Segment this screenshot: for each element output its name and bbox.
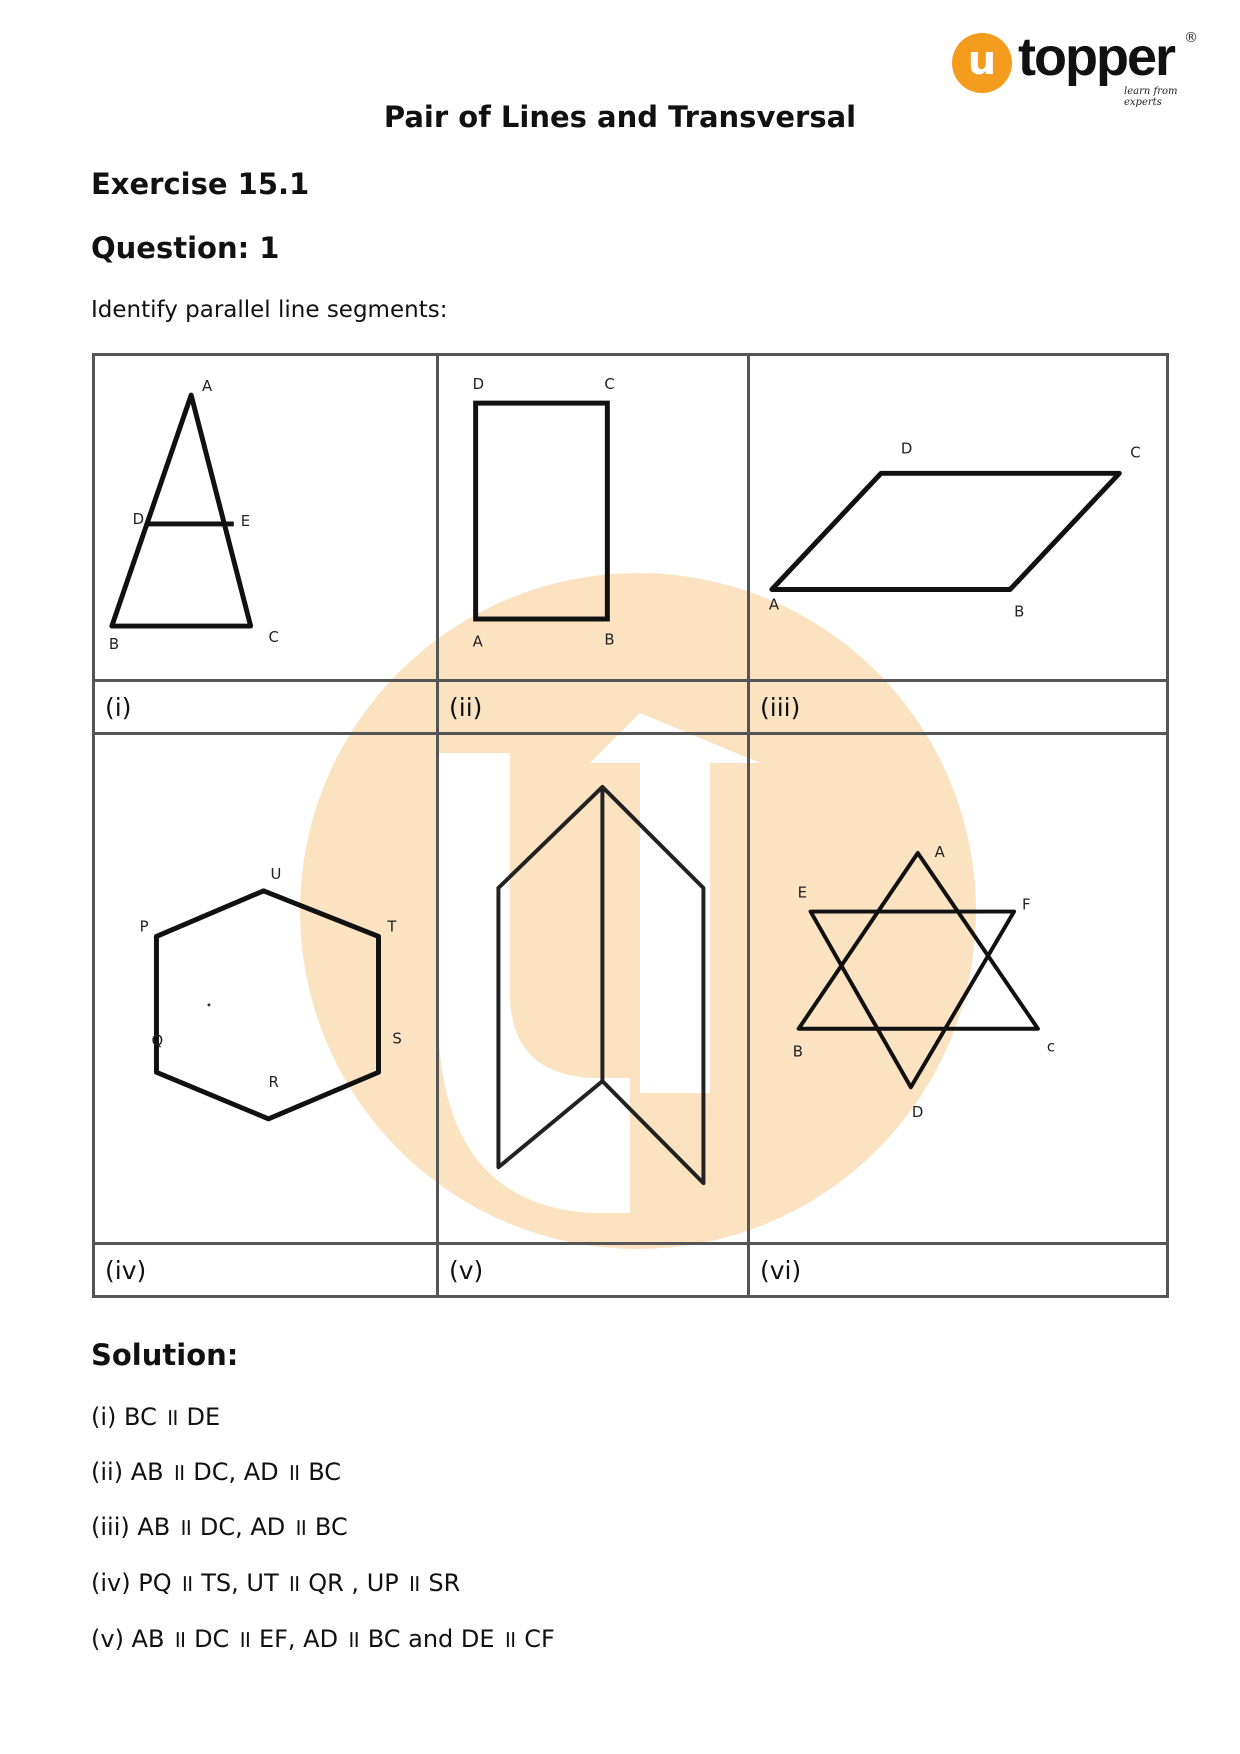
point-A: A bbox=[934, 842, 945, 861]
topper-logo-mark: u bbox=[952, 33, 1012, 93]
figure-3-label: (iii) bbox=[749, 681, 1168, 734]
figure-6-cell bbox=[749, 734, 1168, 1244]
solution-line-1: (i) BC ॥ DE bbox=[91, 1403, 221, 1431]
point-Q: Q bbox=[151, 1031, 164, 1050]
figure-6-star bbox=[750, 735, 1166, 1242]
solution-line-4: (iv) PQ ॥ TS, UT ॥ QR , UP ॥ SR bbox=[91, 1569, 461, 1597]
registered-mark: ® bbox=[1184, 30, 1198, 46]
point-B: B bbox=[108, 634, 120, 653]
figure-6-label: (vi) bbox=[749, 1244, 1168, 1297]
figure-5-label: (v) bbox=[438, 1244, 749, 1297]
figure-1-triangle bbox=[95, 356, 436, 679]
page-title: Pair of Lines and Transversal bbox=[383, 100, 857, 134]
point-T: T bbox=[387, 917, 397, 936]
figure-5-arrow-shape bbox=[439, 735, 747, 1242]
figure-2-cell bbox=[438, 355, 749, 681]
point-D: D bbox=[472, 375, 485, 394]
point-A: A bbox=[768, 595, 780, 614]
point-D: D bbox=[900, 439, 913, 458]
point-E: E bbox=[797, 883, 808, 902]
exercise-heading: Exercise 15.1 bbox=[91, 167, 310, 201]
figure-4-hexagon bbox=[95, 735, 436, 1242]
point-B: B bbox=[1014, 602, 1025, 621]
figure-2-rectangle bbox=[439, 356, 747, 679]
figure-4-cell bbox=[94, 734, 438, 1244]
point-U: U bbox=[270, 864, 282, 883]
figure-2-label: (ii) bbox=[438, 681, 749, 734]
figure-4-label: (iv) bbox=[94, 1244, 438, 1297]
point-D: D bbox=[132, 509, 145, 528]
solution-line-3: (iii) AB ॥ DC, AD ॥ BC bbox=[91, 1513, 348, 1541]
solution-line-2: (ii) AB ॥ DC, AD ॥ BC bbox=[91, 1458, 342, 1486]
point-P: P bbox=[139, 917, 149, 936]
figure-3-cell bbox=[749, 355, 1168, 681]
point-S: S bbox=[392, 1029, 402, 1048]
figure-5-cell bbox=[438, 734, 749, 1244]
point-C: C bbox=[268, 627, 279, 646]
point-D: D bbox=[911, 1103, 924, 1122]
topper-logo bbox=[952, 27, 1202, 110]
point-F: F bbox=[1022, 895, 1031, 914]
point-E: E bbox=[240, 511, 251, 530]
point-C: C bbox=[1130, 443, 1141, 462]
topper-logo-wordmark: topper bbox=[1018, 27, 1174, 87]
solution-heading: Solution: bbox=[91, 1338, 239, 1372]
point-B: B bbox=[792, 1042, 803, 1061]
solution-line-5: (v) AB ॥ DC ॥ EF, AD ॥ BC and DE ॥ CF bbox=[91, 1625, 555, 1653]
point-B: B bbox=[604, 630, 615, 649]
figures-table bbox=[92, 353, 1169, 1298]
figure-3-parallelogram bbox=[750, 356, 1166, 679]
point-C: c bbox=[1046, 1037, 1056, 1056]
point-A: A bbox=[202, 377, 213, 396]
figure-1-label: (i) bbox=[94, 681, 438, 734]
figure-1-cell bbox=[94, 355, 438, 681]
point-C: C bbox=[604, 375, 615, 394]
point-A: A bbox=[472, 632, 483, 651]
topper-tagline: learn from experts bbox=[1124, 86, 1178, 108]
question-heading: Question: 1 bbox=[91, 231, 280, 265]
question-prompt: Identify parallel line segments: bbox=[91, 297, 448, 323]
point-R: R bbox=[268, 1073, 279, 1092]
